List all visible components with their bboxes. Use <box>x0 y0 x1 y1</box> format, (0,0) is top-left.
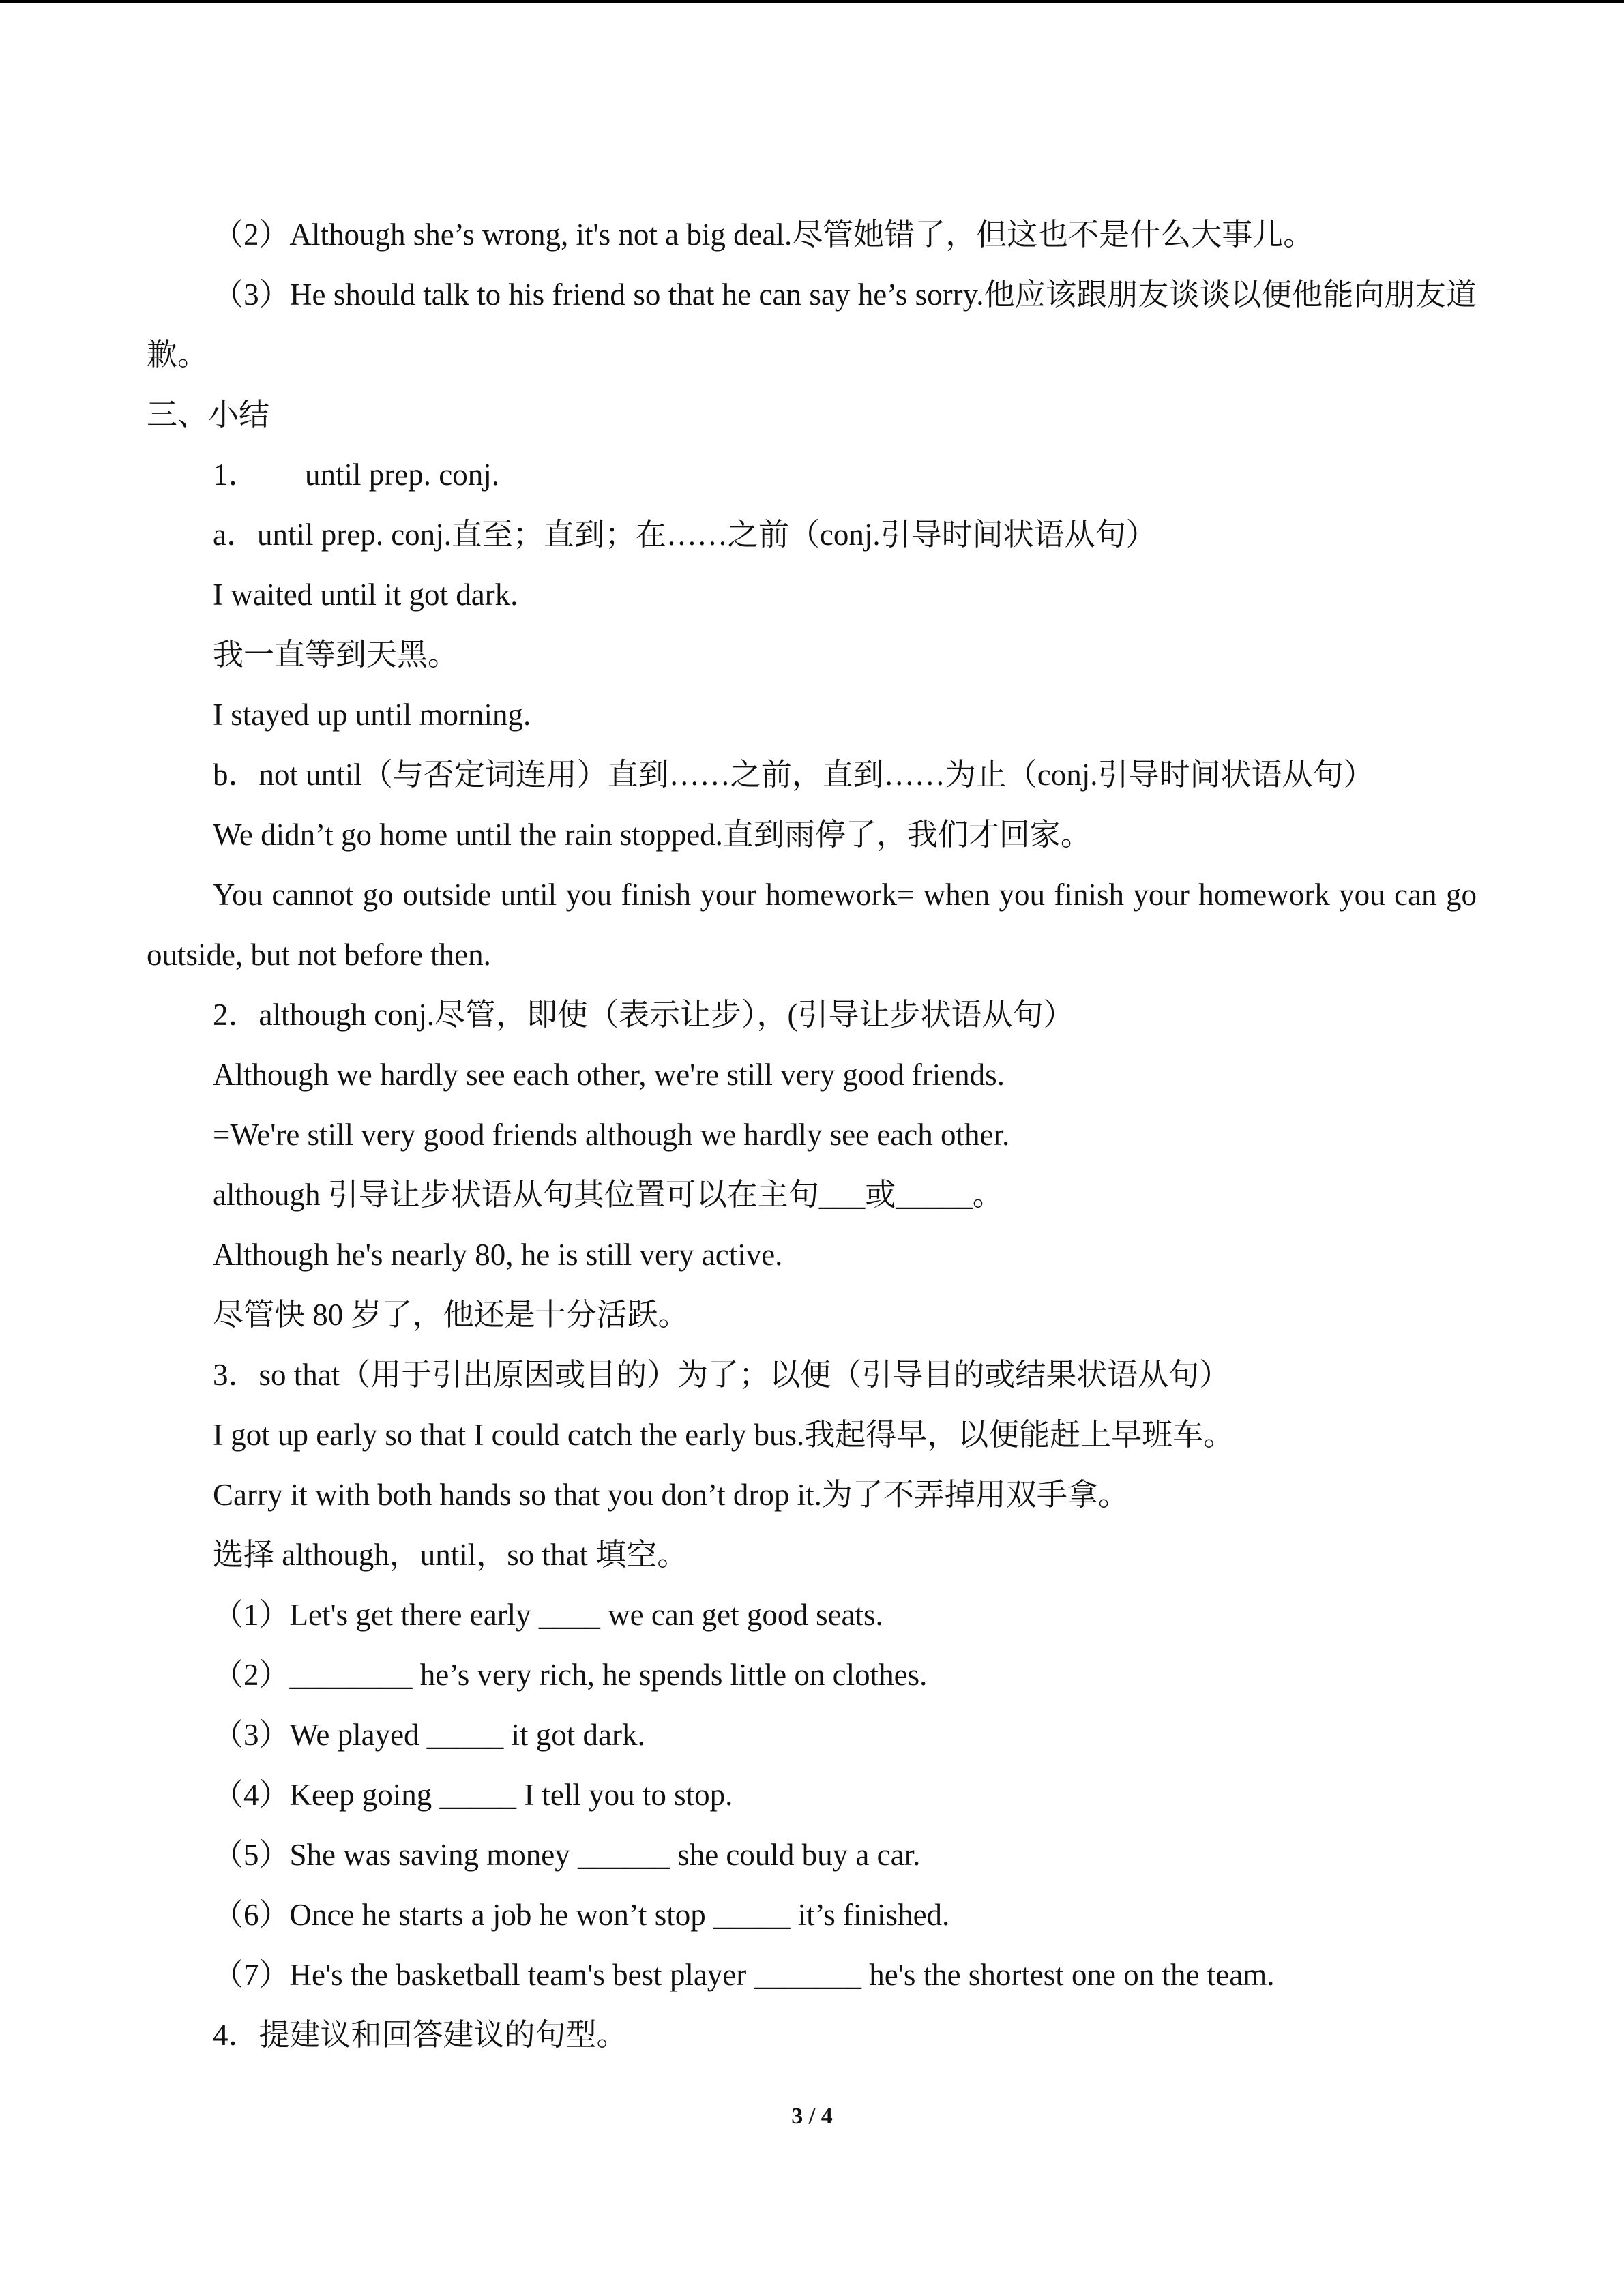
example-early-bus: I got up early so that I could catch the early bus.我起得早，以便能赶上早班车。 <box>213 1418 1235 1452</box>
translation-waited-until-dark: 我一直等到天黑。 <box>213 638 459 672</box>
exercise-item-2: （2）________ he’s very rich, he spends little on clothes. <box>213 1658 928 1692</box>
point-3-definition: 3．so that（用于引出原因或目的）为了；以便（引导目的或结果状语从句） <box>213 1358 1230 1392</box>
example-waited-until-dark: I waited until it got dark. <box>213 578 518 612</box>
point-2-definition: 2．although conj.尽管，即使（表示让步），(引导让步状语从句） <box>213 998 1074 1032</box>
point-1a-definition: a．until prep. conj.直至；直到；在……之前（conj.引导时间状语从句） <box>213 518 1157 552</box>
point-4-heading: 4．提建议和回答建议的句型。 <box>213 2018 628 2052</box>
point-1-heading: 1． until prep. conj. <box>213 458 499 492</box>
example-finish-homework: You cannot go outside until you finish your homework= when you finish your homework you can go outside, but not before then. <box>147 878 1477 972</box>
point-1b-definition: b．not until（与否定词连用）直到……之前，直到……为止（conj.引导时间状语从句） <box>213 758 1374 792</box>
document-body <box>147 205 1477 2065</box>
exercise-item-1: （1）Let's get there early ____ we can get good seats. <box>213 1598 883 1632</box>
although-position-blank: although 引导让步状语从句其位置可以在主句___或_____。 <box>213 1178 1003 1212</box>
exercise-item-6: （6）Once he starts a job he won’t stop _____ it’s finished. <box>213 1898 950 1932</box>
example-sentence-3: （3）He should talk to his friend so that he can say he’s sorry.他应该跟朋友谈谈以便他能向朋友道歉。 <box>147 278 1477 372</box>
exercise-item-4: （4）Keep going _____ I tell you to stop. <box>213 1778 733 1812</box>
example-sentence-2: （2）Although she’s wrong, it's not a big deal.尽管她错了，但这也不是什么大事儿。 <box>213 218 1314 252</box>
exercise-instruction: 选择 although，until，so that 填空。 <box>213 1538 688 1572</box>
translation-nearly-80: 尽管快 80 岁了，他还是十分活跃。 <box>213 1298 689 1332</box>
exercise-item-3: （3）We played _____ it got dark. <box>213 1718 645 1752</box>
example-hardly-see-reversed: =We're still very good friends although we hardly see each other. <box>213 1118 1010 1152</box>
section-heading-summary: 三、小结 <box>147 398 270 432</box>
example-both-hands: Carry it with both hands so that you don’t drop it.为了不弄掉用双手拿。 <box>213 1478 1129 1512</box>
example-hardly-see: Although we hardly see each other, we're still very good friends. <box>213 1058 1005 1092</box>
example-rain-stopped: We didn’t go home until the rain stopped.直到雨停了，我们才回家。 <box>213 818 1091 852</box>
top-border-rule <box>0 0 1624 3</box>
page-number: 3 / 4 <box>791 2104 833 2129</box>
example-nearly-80: Although he's nearly 80, he is still very active. <box>213 1238 783 1272</box>
exercise-item-7: （7）He's the basketball team's best player _______ he's the shortest one on the team. <box>213 1958 1275 1992</box>
exercise-item-5: （5）She was saving money ______ she could buy a car. <box>213 1838 921 1872</box>
example-stayed-up: I stayed up until morning. <box>213 698 531 732</box>
